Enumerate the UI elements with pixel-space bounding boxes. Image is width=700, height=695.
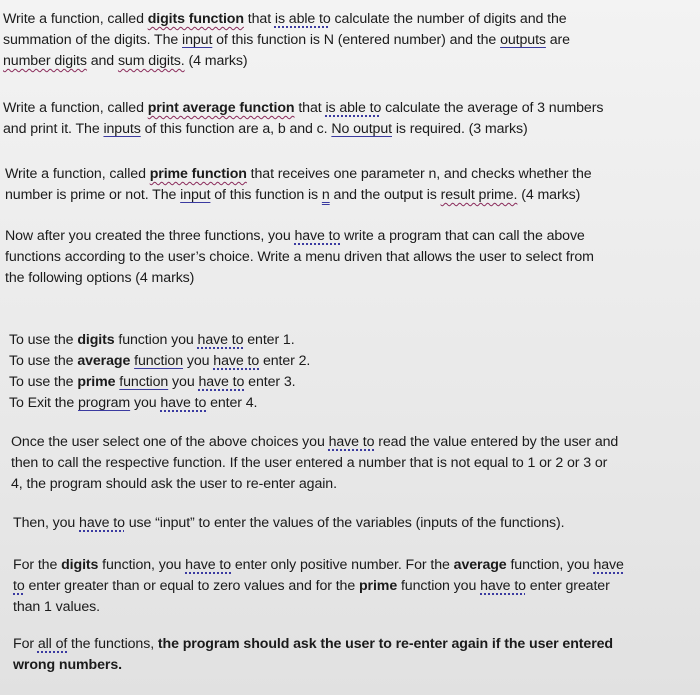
line: wrong numbers. — [13, 657, 122, 673]
line: For the digits function, you have to enter only positive number. For the average function, you have — [13, 557, 624, 573]
line: summation of the digits. The input of this function is N (entered number) and the outputs are — [3, 32, 570, 48]
paragraph-menu-options — [9, 330, 310, 414]
line: Write a function, called digits function that is able to calculate the number of digits and the — [3, 11, 567, 27]
paragraph-choice-handling — [11, 432, 618, 495]
paragraph-digits-function — [3, 9, 570, 72]
paragraph-prime-function — [5, 164, 592, 206]
line: the following options (4 marks) — [5, 270, 195, 286]
paragraph-input-validation — [13, 555, 624, 618]
line: To use the digits function you have to enter 1. — [9, 332, 295, 348]
line: and print it. The inputs of this function are a, b and c. No output is required. (3 marks) — [3, 121, 528, 137]
line: For all of the functions, the program should ask the user to re-enter again if the user entered — [13, 636, 613, 652]
line: than 1 values. — [13, 599, 100, 615]
paragraph-reenter-note — [13, 634, 613, 676]
line: Now after you created the three functions, you have to write a program that can call the above — [5, 228, 585, 244]
line: To use the average function you have to enter 2. — [9, 353, 311, 369]
line: number digits and sum digits. (4 marks) — [3, 53, 248, 69]
line: To use the prime function you have to enter 3. — [9, 374, 296, 390]
line: To Exit the program you have to enter 4. — [9, 395, 258, 411]
line: to enter greater than or equal to zero values and for the prime function you have to enter greater — [13, 578, 610, 594]
paragraph-menu-intro — [5, 226, 594, 289]
line: Then, you have to use “input” to enter the values of the variables (inputs of the functions). — [13, 515, 565, 531]
line: Write a function, called print average function that is able to calculate the average of 3 numbers — [3, 100, 604, 116]
line: number is prime or not. The input of this function is n and the output is result prime. (4 marks) — [5, 187, 581, 203]
paragraph-input-usage — [13, 513, 564, 534]
paragraph-average-function — [3, 98, 603, 140]
line: Write a function, called prime function that receives one parameter n, and checks whether the — [5, 166, 592, 182]
line: 4, the program should ask the user to re-enter again. — [11, 476, 337, 492]
line: Once the user select one of the above choices you have to read the value entered by the user and — [11, 434, 619, 450]
line: functions according to the user’s choice. Write a menu driven that allows the user to select from — [5, 249, 594, 265]
line: then to call the respective function. If the user entered a number that is not equal to 1 or 2 or 3 or — [11, 455, 608, 471]
